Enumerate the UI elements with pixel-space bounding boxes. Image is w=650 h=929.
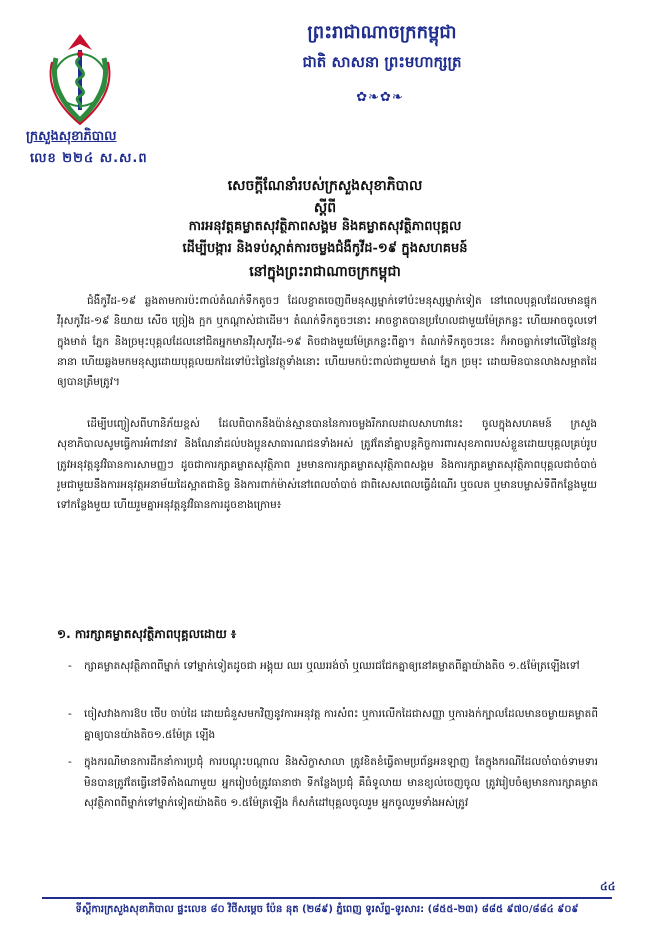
body-paragraph-1: ជំងឺកូវីដ-១៩ ឆ្លងតាមការប៉ះពាល់តំណក់ទឹកតូចៗ ដែលខ្ចាតចេញពីមនុស្សម្នាក់ទៅប៉ះមនុស្សម្នាក់ទៀត នៅពេលបុគ្គលដែលមានផ្ទុកវីរុសកូវីដ-១៩ និយាយ សើច ច្រៀង ក្អក ឬកណ្តាស់ជាដើម។ តំណក់ទឹកតូចៗនោះ អាចខ្ចាតបានប្រហែលជាមួយម៉ែត្រកន្លះ ហើយអាចចូលទៅក្នុងមាត់ ភ្នែក និងច្រមុះបុគ្គលដែលនៅជិតអ្នកមានវីរុសកូវីដ-១៩ តិចជាងមួយម៉ែត្រកន្លះពីគ្នា។ តំណក់ទឹកតូចៗនេះ ក៏អាចធ្លាក់ទៅលើផ្ទៃនៃវត្ថុនានា ហើយឆ្លងមកមនុស្សដោយបុគ្គលយកដៃទៅប៉ះផ្ទៃនៃវត្ថុទាំងនោះ ហើយមកប៉ះពាល់ជាមួយមាត់ ភ្នែក ច្រមុះ ដោយមិនបានលាងសម្អាតដៃឲ្យបានត្រឹមត្រូវ។: [57, 295, 597, 389]
reference-number: លេខ ២២៤ ស.ស.ព: [30, 151, 148, 166]
list-item: - ចៀសវាងការឱប ថើប ចាប់ដៃ ដោយជំនួសមកវិញនូវការអនុវត្ត ការសំពះ ឬការលើកដៃជាសញ្ញា ឬការងក់ក្បាលដែលមានចម្ងាយគម្លាតពីគ្នាឲ្យបានយ៉ាងតិច១.៥ម៉ែត្រ ឡើង: [62, 704, 598, 746]
section-heading: ១. ការក្សាគម្លាតសុវត្ថិភាពបុគ្គលដោយ ៖: [57, 627, 237, 641]
body-paragraph-2: ដើម្បីបញ្ចៀសពីហានិភ័យខ្ពស់ ដែលពិបាកនឹងប៉ាន់ស្មានបាននៃការចម្លងរីករាលដាលសាហាវនេះ ចូលក្នុងសហគមន៍ ក្រសួងសុខាភិបាលសូមធ្វើការអំពាវនាវ និងណែនាំដល់បងប្អូនសាធារណជនទាំងអស់ ត្រូវតែនាំគ្នាបន្តកិច្ចការពារសុខភាពរបស់ខ្លួនដោយបុគ្គលគ្រប់រូបត្រូវអនុវត្តនូវវិធានការសាមញ្ញៗ ដូចជាការក្សាគម្លាតសុវត្ថិភាព រួមមានការក្សាគម្លាតសុវត្ថិភាពសង្គម និងការក្សាគម្លាតសុវត្ថិភាពបុគ្គលជាចំបាច់ រួមជាមួយនឹងការអនុវត្តអនាម័យដៃស្អាតជានិច្ច និងការពាក់ម៉ាស់នៅពេលចាំបាច់ ជាពិសេសពេលធ្វើដំណើរ ឬចលត ឬមានបម្លាស់ទីពីកន្លែងមួយទៅកន្លែងមួយ ហើយរួមគ្នាអនុវត្តនូវវិធានការដូចខាងក្រោម៖: [57, 418, 597, 512]
footer-address: ទីស្តីការក្រសួងសុខាភិបាល ផ្ទះលេខ ៨០ វិថីសម្តេច ប៉ែន នុត (២៨៩) ភ្នំពេញ ទូរស័ព្ទ-ទូរសារ: (៨៥៥-២៣) ៨៨៥ ៩៧០/៨៨៤ ៩០៩: [75, 904, 579, 915]
document-title-line5: នៅក្នុងព្រះរាជាណាចក្រកម្ពុជា: [249, 264, 401, 280]
document-title-line4: ដើម្បីបង្ការ និងទប់ស្កាត់ការចម្លងជំងឺកូវីដ-១៩ ក្នុងសហគមន៍: [182, 241, 468, 256]
footer-divider: [42, 897, 612, 899]
ministry-emblem-logo: [28, 28, 132, 128]
page-number: ៤៤: [600, 880, 616, 893]
ministry-name: ក្រសួងសុខាភិបាល: [26, 129, 117, 144]
list-item: - ក្សាគម្លាតសុវត្ថិភាពពីម្នាក់ ទៅម្នាក់ទៀតដូចជា អង្គុយ ឈរ ឬឈររង់ចាំ ឬឈរជជែកគ្នាឲ្យនៅគម្លាតពីគ្នាយ៉ាងតិច ១.៥ម៉ែត្រឡើងទៅ: [62, 656, 598, 698]
national-motto: ជាតិ សាសនា ព្រះមហាក្សត្រ: [302, 53, 462, 71]
list-item: - ក្នុងករណីមានការដឹកនាំការប្រជុំ ការបណ្តុះបណ្តាល និងសិក្ខាសាលា ត្រូវខិតខំធ្វើតាមប្រព័ន្ធអនឡាញ តែក្នុងករណីដែលចាំបាច់ទាមទារមិនបានត្រូវតែធ្វើនៅទីតាំងណាមួយ អ្នករៀបចំត្រូវធានាថា ទីកន្លែងប្រជុំ គឺធំទូលាយ មានខ្យល់ចេញចូល ត្រូវរៀបចំឲ្យមានការក្សាគម្លាតសុវត្ថិភាពពីម្នាក់ទៅម្នាក់ទៀតយ៉ាងតិច ១.៥ម៉ែត្រឡើង ក៏សកំដៅបុគ្គលចូលរួម អ្នកចូលរួមទាំងអស់ត្រូវ: [62, 752, 598, 856]
ornament-divider: ✿❧✿❧: [356, 90, 404, 105]
kingdom-header: ព្រះរាជាណាចក្រកម្ពុជា: [307, 22, 457, 43]
document-title-line3: ការអនុវត្តគម្លាតសុវត្ថិភាពសង្គម និងគម្លាតសុវត្ថិភាពបុគ្គល: [188, 219, 462, 234]
measures-list: [62, 656, 598, 862]
document-title-line1: សេចក្តីណែនាំរបស់ក្រសួងសុខាភិបាល: [227, 178, 423, 194]
document-title-line2: ស្តីពី: [313, 200, 337, 216]
